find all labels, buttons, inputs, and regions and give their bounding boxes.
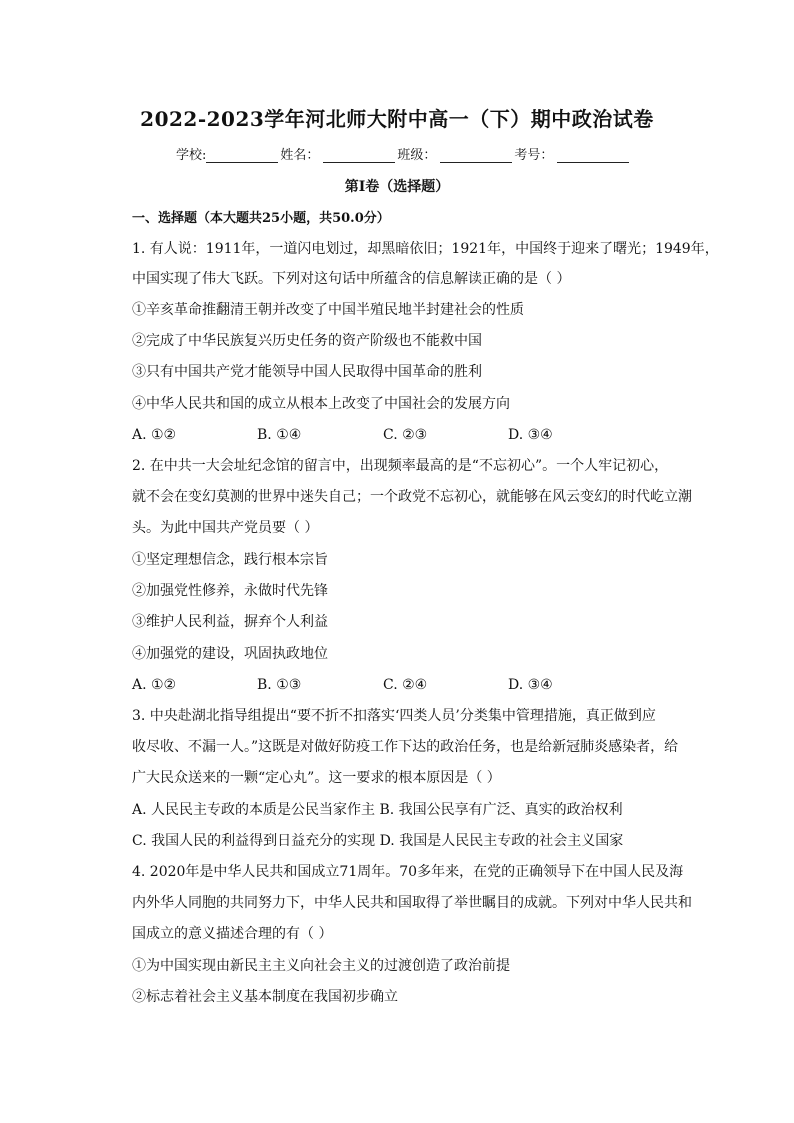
question-1-statement-1: ①辛亥革命推翻清王朝并改变了中国半殖民地半封建社会的性质 — [132, 302, 524, 318]
question-2-line-2: 就不会在变幻莫测的世界中迷失自己；一个政党不忘初心，就能够在风云变幻的时代屹立潮 — [132, 489, 692, 505]
question-2-line-1: 2. 在中共一大会址纪念馆的留言中，出现频率最高的是“不忘初心”。一个人牢记初心， — [132, 458, 669, 474]
school-label: 学校: — [176, 148, 207, 163]
question-1-statement-4: ④中华人民共和国的成立从根本上改变了中国社会的发展方向 — [132, 396, 510, 412]
question-2-statement-2: ②加强党性修养，永做时代先锋 — [132, 583, 328, 599]
question-3-line-1: 3. 中央赴湖北指导组提出“要不折不扣落实‘四类人员’分类集中管理措施，真正做到应 — [132, 708, 656, 724]
question-4-statement-1: ①为中国实现由新民主主义向社会主义的过渡创造了政治前提 — [132, 958, 510, 974]
student-info-row — [176, 144, 631, 163]
question-2-statement-4: ④加强党的建设，巩固执政地位 — [132, 646, 328, 662]
school-blank — [206, 148, 278, 163]
question-1-option-b: B. ①④ — [257, 427, 302, 443]
question-2-option-a: A. ①② — [132, 677, 177, 693]
section-title: 第I卷（选择题） — [344, 179, 450, 195]
question-1-line-2: 中国实现了伟大飞跃。下列对这句话中所蕴含的信息解读正确的是（ ） — [132, 271, 571, 287]
question-4-line-1: 4. 2020年是中华人民共和国成立71周年。70多年来，在党的正确领导下在中国人民及海 — [132, 864, 684, 880]
question-1-line-1: 1. 有人说：1911年，一道闪电划过，却黑暗依旧；1921年，中国终于迎来了曙光；1949年， — [132, 241, 719, 257]
question-1-statement-3: ③只有中国共产党才能领导中国人民取得中国革命的胜利 — [132, 364, 482, 380]
question-3-options-row-1: A. 人民民主专政的本质是公民当家作主 B. 我国公民享有广泛、真实的政治权利 — [132, 802, 623, 818]
class-blank — [440, 148, 512, 163]
question-3-line-3: 广大民众送来的一颗“定心丸”。这一要求的根本原因是（ ） — [132, 770, 501, 786]
question-4-statement-2: ②标志着社会主义基本制度在我国初步确立 — [132, 989, 398, 1005]
question-1-statement-2: ②完成了中华民族复兴历史任务的资产阶级也不能救中国 — [132, 333, 482, 349]
exam-title: 2022-2023学年河北师大附中高一（下）期中政治试卷 — [140, 107, 654, 131]
question-3-options-row-2: C. 我国人民的利益得到日益充分的实现 D. 我国是人民民主专政的社会主义国家 — [132, 833, 624, 849]
question-2-statement-1: ①坚定理想信念，践行根本宗旨 — [132, 552, 328, 568]
class-label: 班级： — [397, 148, 437, 163]
question-2-option-b: B. ①③ — [257, 677, 302, 693]
number-label: 考号： — [514, 148, 554, 163]
question-2-statement-3: ③维护人民利益，摒弃个人利益 — [132, 614, 328, 630]
question-2-line-3: 头。为此中国共产党员要（ ） — [132, 520, 319, 536]
question-2-option-d: D. ③④ — [508, 677, 553, 693]
part-title: 一、选择题（本大题共25小题，共50.0分） — [132, 211, 390, 226]
name-label: 姓名： — [280, 148, 320, 163]
question-1-option-c: C. ②③ — [383, 427, 428, 443]
question-3-line-2: 收尽收、不漏一人。”这既是对做好防疫工作下达的政治任务，也是给新冠肺炎感染者，给 — [132, 739, 679, 755]
question-4-line-2: 内外华人同胞的共同努力下，中华人民共和国取得了举世瞩目的成就。下列对中华人民共和 — [132, 895, 692, 911]
name-blank — [323, 148, 395, 163]
question-4-line-3: 国成立的意义描述合理的有（ ） — [132, 926, 333, 942]
question-1-option-a: A. ①② — [132, 427, 177, 443]
question-1-option-d: D. ③④ — [508, 427, 553, 443]
number-blank — [557, 148, 629, 163]
question-2-option-c: C. ②④ — [383, 677, 428, 693]
